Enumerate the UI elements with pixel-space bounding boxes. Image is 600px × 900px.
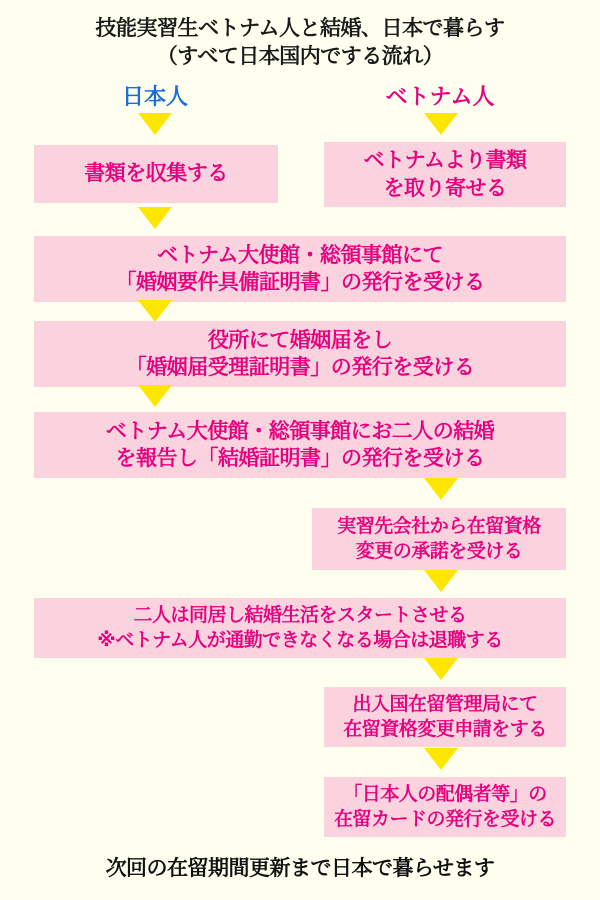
page-title-line-1: 技能実習生ベトナム人と結婚、日本で暮らす xyxy=(95,16,505,40)
step-collect-documents xyxy=(34,145,278,203)
step-employer-consent-line-1: 実習先会社から在留資格 xyxy=(337,515,541,538)
step-employer-consent-status-change xyxy=(312,508,566,570)
arrow-to-immigration-application xyxy=(424,658,458,680)
step-request-documents-from-vietnam xyxy=(324,142,566,207)
arrow-to-employer-consent xyxy=(424,478,458,500)
step-spouse-of-japanese-residence-card xyxy=(324,777,566,837)
step-start-married-life xyxy=(34,598,566,658)
step-residence-card-line-2: 在留カードの発行を受ける xyxy=(333,808,556,830)
step-embassy-eligibility-line-2: 「婚姻要件具備証明書」の発行を受ける xyxy=(115,270,485,294)
step-start-married-life-line-2: ※ベトナム人が通勤できなくなる場合は退職する xyxy=(97,629,503,651)
column-heading-vietnamese: ベトナム人 xyxy=(385,85,495,110)
step-immigration-status-change-application xyxy=(324,687,566,747)
step-immigration-application-line-1: 出入国在留管理局にて xyxy=(352,693,538,716)
arrow-to-embassy-eligibility xyxy=(138,207,172,229)
column-heading-japanese: 日本人 xyxy=(121,85,188,110)
step-request-documents-line-2: を取り寄せる xyxy=(383,175,507,200)
step-embassy-marriage-eligibility-certificate xyxy=(34,236,566,302)
step-collect-documents-line-1: 書類を収集する xyxy=(84,161,228,186)
arrow-to-collect-documents xyxy=(138,113,172,135)
step-employer-consent-line-2: 変更の承諾を受ける xyxy=(355,540,523,562)
step-embassy-eligibility-line-1: ベトナム大使館・総領事館にて xyxy=(157,242,443,267)
step-residence-card-line-1: 「日本人の配偶者等」の xyxy=(343,783,547,806)
step-embassy-marriage-certificate xyxy=(34,412,566,478)
page-title xyxy=(0,14,600,71)
footer-note: 次回の在留期間更新まで日本で暮らせます xyxy=(105,856,495,880)
arrow-to-embassy-marriage-certificate xyxy=(138,385,172,407)
arrow-to-request-documents xyxy=(424,113,458,135)
step-city-hall-line-2: 「婚姻届受理証明書」の発行を受ける xyxy=(125,355,475,379)
step-city-hall-line-1: 役所にて婚姻届をし xyxy=(207,327,393,352)
page-title-line-2: （すべて日本国内でする流れ） xyxy=(156,44,444,69)
step-embassy-marriage-certificate-line-2: を報告し「結婚証明書」の発行を受ける xyxy=(115,446,485,470)
arrow-to-city-hall xyxy=(138,300,172,322)
arrow-to-start-married-life xyxy=(424,570,458,592)
step-immigration-application-line-2: 在留資格変更申請をする xyxy=(343,718,547,740)
step-request-documents-line-1: ベトナムより書類 xyxy=(363,148,527,173)
step-city-hall-marriage-acceptance-certificate xyxy=(34,321,566,387)
arrow-to-residence-card xyxy=(424,748,458,770)
step-embassy-marriage-certificate-line-1: ベトナム大使館・総領事館にお二人の結婚 xyxy=(105,418,495,443)
step-start-married-life-line-1: 二人は同居し結婚生活をスタートさせる xyxy=(133,604,467,627)
